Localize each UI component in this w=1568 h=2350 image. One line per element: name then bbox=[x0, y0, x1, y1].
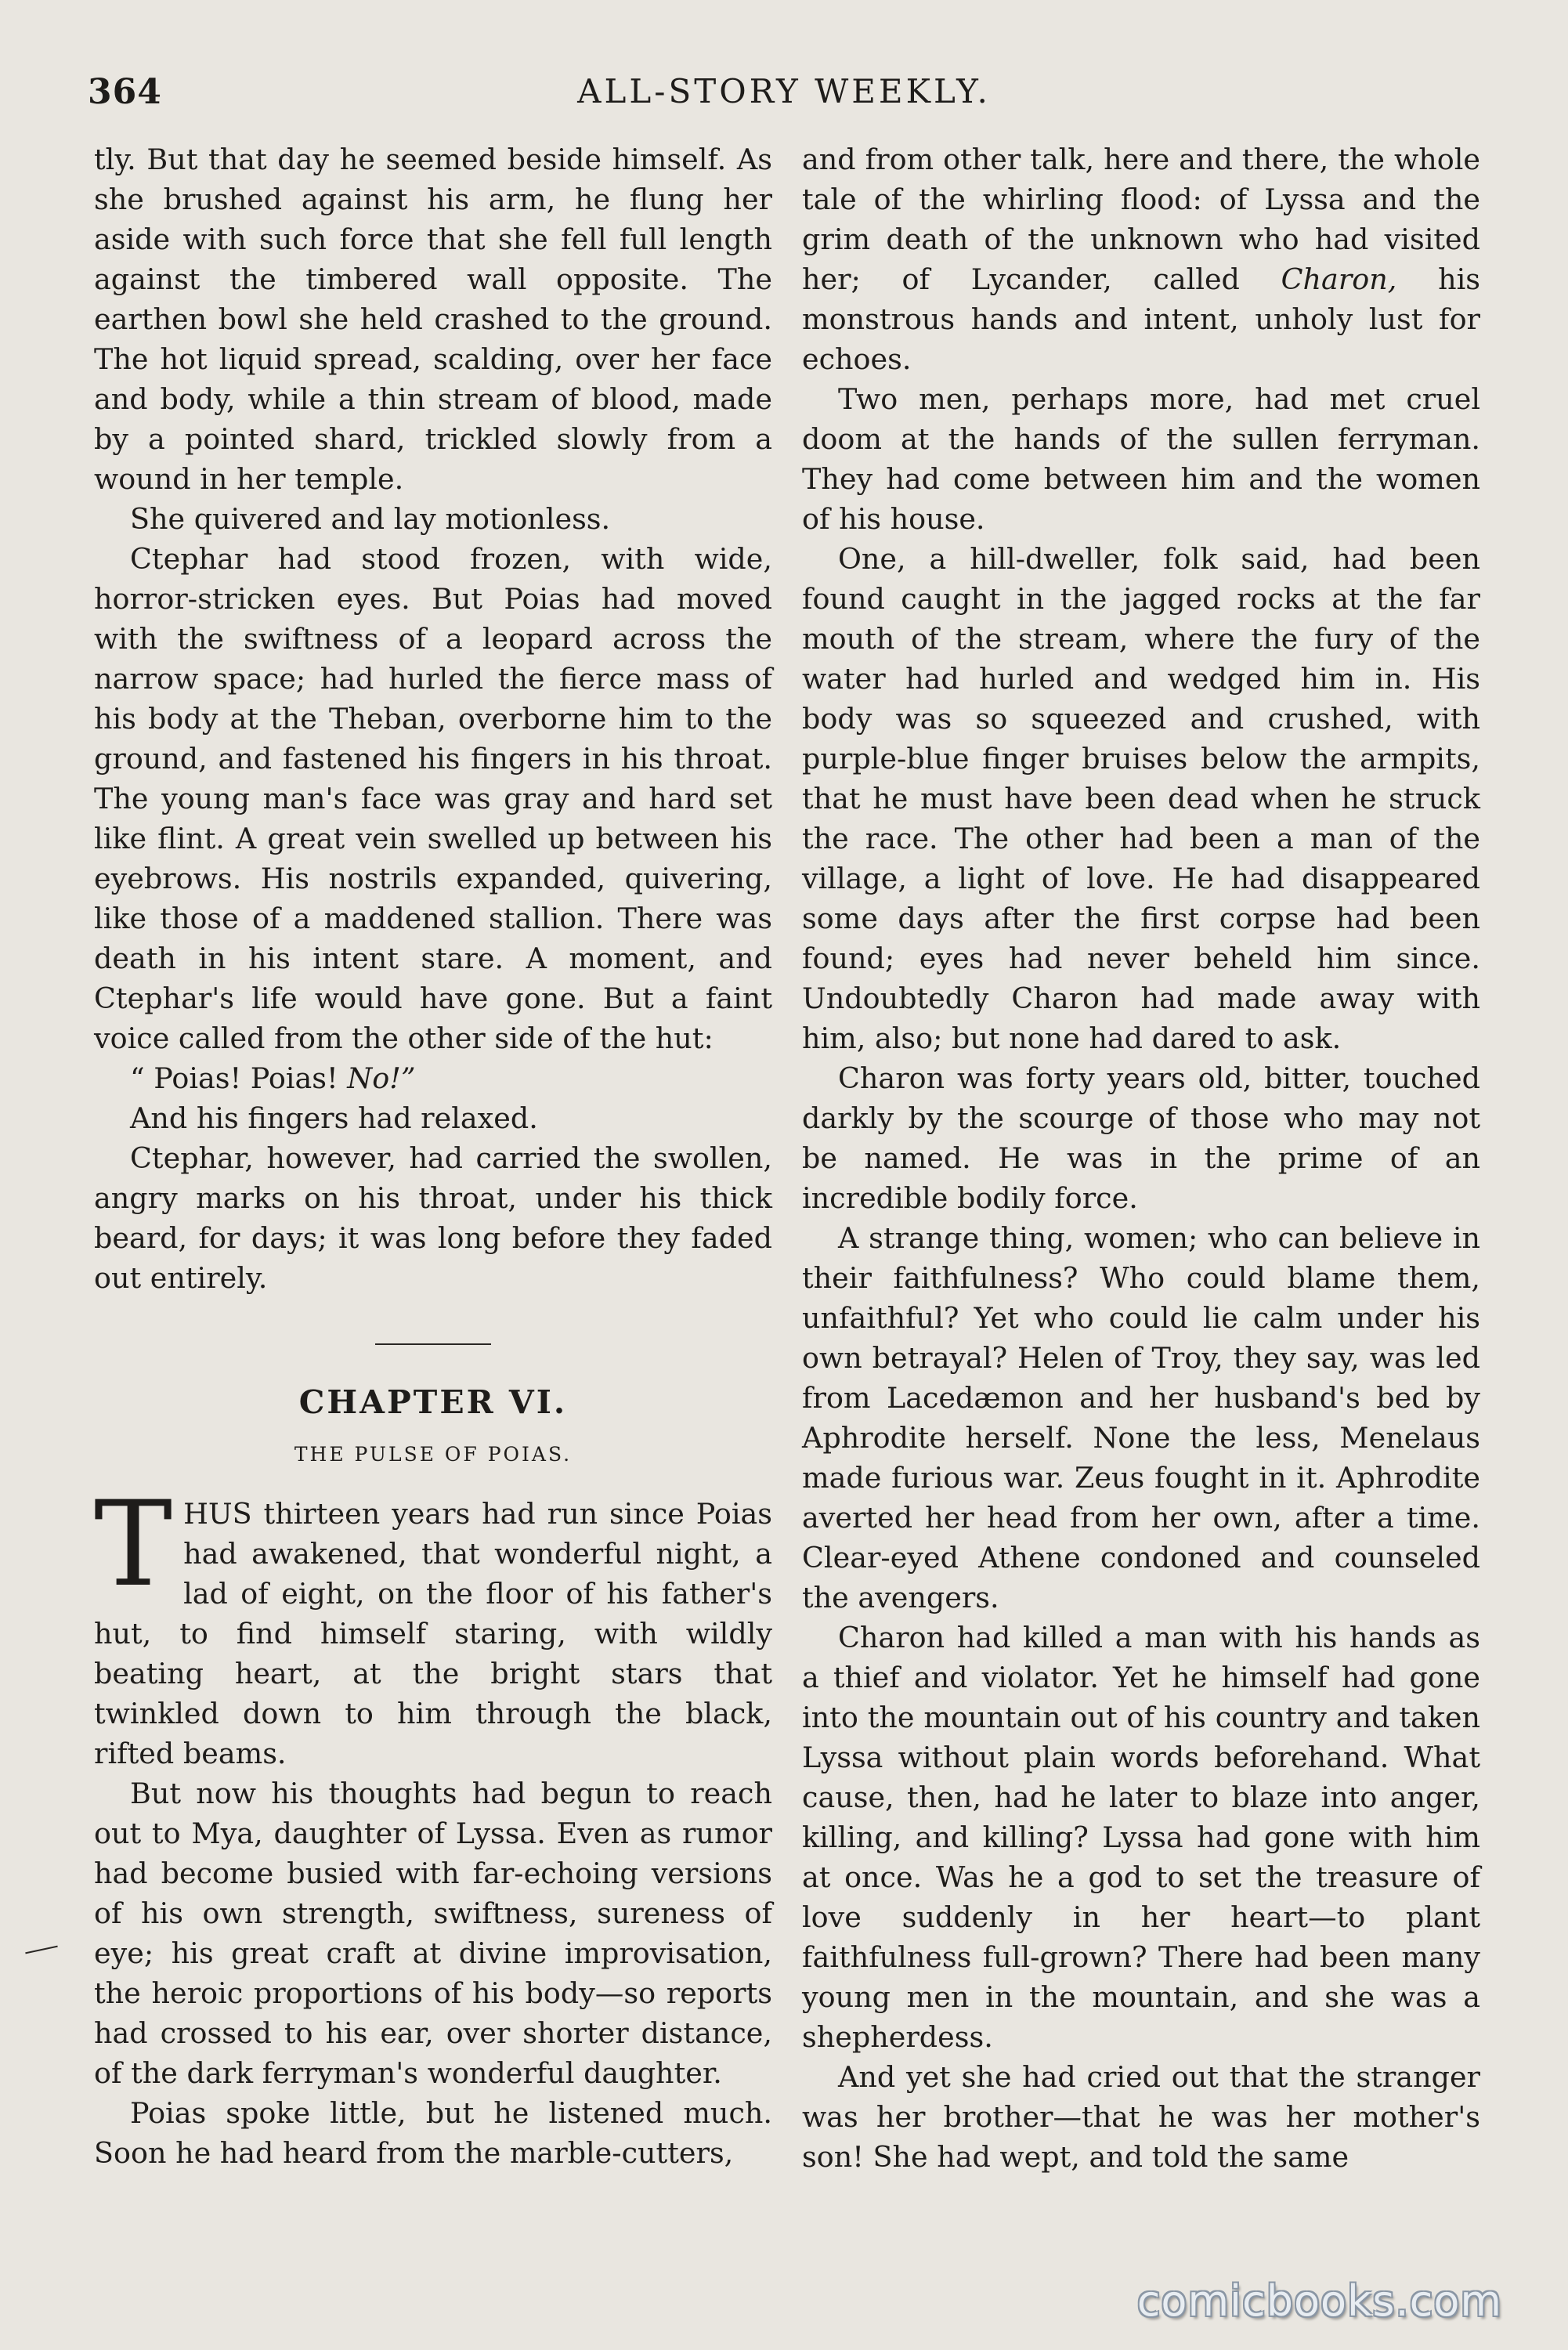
paragraph: Ctephar had stood frozen, with wide, horror-stricken eyes. But Poias had moved with the swiftness of a leopard across the narrow space; had hurled the fierce mass of his body at the Theban, overborne him to the ground, and fastened his fingers in his throat. The young man's face was gray and hard set like flint. A great vein swelled up between his eyebrows. His nostrils expanded, quivering, like those of a maddened stallion. There was death in his intent stare. A moment, and Ctephar's life would have gone. But a faint voice called from the other side of the hut: bbox=[94, 542, 772, 1055]
paragraph: Ctephar, however, had carried the swollen, angry marks on his throat, under his thick beard, for days; it was long before they faded out entirely. bbox=[94, 1141, 772, 1295]
section-divider bbox=[375, 1343, 491, 1345]
paragraph-text: and from other talk, here and there, the whole tale of the whirling flood: of Lyssa and the grim death of the unknown who had visited her; of Lycander, called bbox=[802, 143, 1480, 296]
paragraph bbox=[802, 139, 1480, 379]
drop-cap: T bbox=[94, 1477, 173, 1613]
paragraph: Poias spoke little, but he listened much. Soon he had heard from the marble-cutters, bbox=[94, 2096, 772, 2170]
paragraph: A strange thing, women; who can believe in their faithfulness? Who could blame them, unfaithful? Yet who could lie calm under his own betrayal? Helen of Troy, they say, was led from Lacedæmon and her husband's bed by Aphrodite herself. None the less, Menelaus made furious war. Zeus fought in it. Aphrodite averted her head from her own, after a time. Clear-eyed Athene condoned and counseled the avengers. bbox=[802, 1221, 1480, 1614]
lead-in-caps: HUS bbox=[183, 1497, 252, 1531]
page-number: 364 bbox=[88, 72, 162, 112]
paragraph: One, a hill-dweller, folk said, had been found caught in the jagged rocks at the far mouth of the stream, where the fury of the water had hurled and wedged him in. His body was so squeezed and crushed, with purple-blue finger bruises below the armpits, that he must have been dead when he struck the race. The other had been a man of the village, a light of love. He had disappeared some days after the first corpse had been found; eyes had never beheld him since. Undoubtedly Charon had made away with him, also; but none had dared to ask. bbox=[802, 542, 1480, 1055]
paragraph-text: his monstrous hands and intent, unholy lust for echoes. bbox=[802, 262, 1480, 376]
dialogue-text: “ Poias! Poias! bbox=[130, 1061, 338, 1095]
paragraph: She quivered and lay motionless. bbox=[130, 502, 611, 536]
watermark: comicbooks.com bbox=[1136, 2276, 1502, 2326]
page-header bbox=[0, 72, 1568, 119]
paragraph: But now his thoughts had begun to reach out to Mya, daughter of Lyssa. Even as rumor had become busied with far-echoing versions of his own strength, swiftness, sureness of eye; his great craft at divine improvisation, the heroic proportions of his body—so reports had crossed to his ear, over shorter distance, of the dark ferryman's wonderful daughter. bbox=[94, 1777, 772, 2090]
emphasis-text: Charon, bbox=[1281, 262, 1397, 296]
chapter-heading: CHAPTER VI. bbox=[298, 1383, 568, 1421]
paragraph-with-drop-cap bbox=[94, 1477, 772, 1773]
right-column bbox=[802, 139, 1480, 2177]
running-title: ALL-STORY WEEKLY. bbox=[577, 72, 991, 110]
paragraph: And his fingers had relaxed. bbox=[130, 1101, 538, 1135]
margin-mark bbox=[25, 1946, 57, 1954]
paragraph-text: thirteen years had run since Poias had awakened, that wonderful night, a lad of eight, on the floor of his father's hut, to find himself staring, with wildly beating heart, at the bright stars that twinkled down to him through the black, rifted beams. bbox=[94, 1497, 772, 1770]
dialogue-line bbox=[94, 1058, 772, 1098]
paragraph: Charon was forty years old, bitter, touched darkly by the scourge of those who may not be named. He was in the prime of an incredible bodily force. bbox=[802, 1061, 1480, 1215]
paragraph: tly. But that day he seemed beside himself. As she brushed against his arm, he flung her aside with such force that she fell full length against the timbered wall opposite. The earthen bowl she held crashed to the ground. The hot liquid spread, scalding, over her face and body, while a thin stream of blood, made by a pointed shard, trickled slowly from a wound in her temple. bbox=[94, 143, 772, 496]
left-column bbox=[94, 139, 772, 2173]
emphasis-text: No!” bbox=[347, 1061, 416, 1095]
chapter-subtitle: THE PULSE OF POIAS. bbox=[294, 1443, 573, 1466]
paragraph: Two men, perhaps more, had met cruel doom at the hands of the sullen ferryman. They had come between him and the women of his house. bbox=[802, 382, 1480, 536]
paragraph: And yet she had cried out that the stranger was her brother—that he was her mother's son! She had wept, and told the same bbox=[802, 2060, 1480, 2174]
paragraph: Charon had killed a man with his hands as a thief and violator. Yet he himself had gone into the mountain out of his country and taken Lyssa without plain words beforehand. What cause, then, had he later to blaze into anger, killing, and killing? Lyssa had gone with him at once. Was he a god to set the treasure of love suddenly in her heart—to plant faithfulness full-grown? There had been many young men in the mountain, and she was a shepherdess. bbox=[802, 1621, 1480, 2054]
